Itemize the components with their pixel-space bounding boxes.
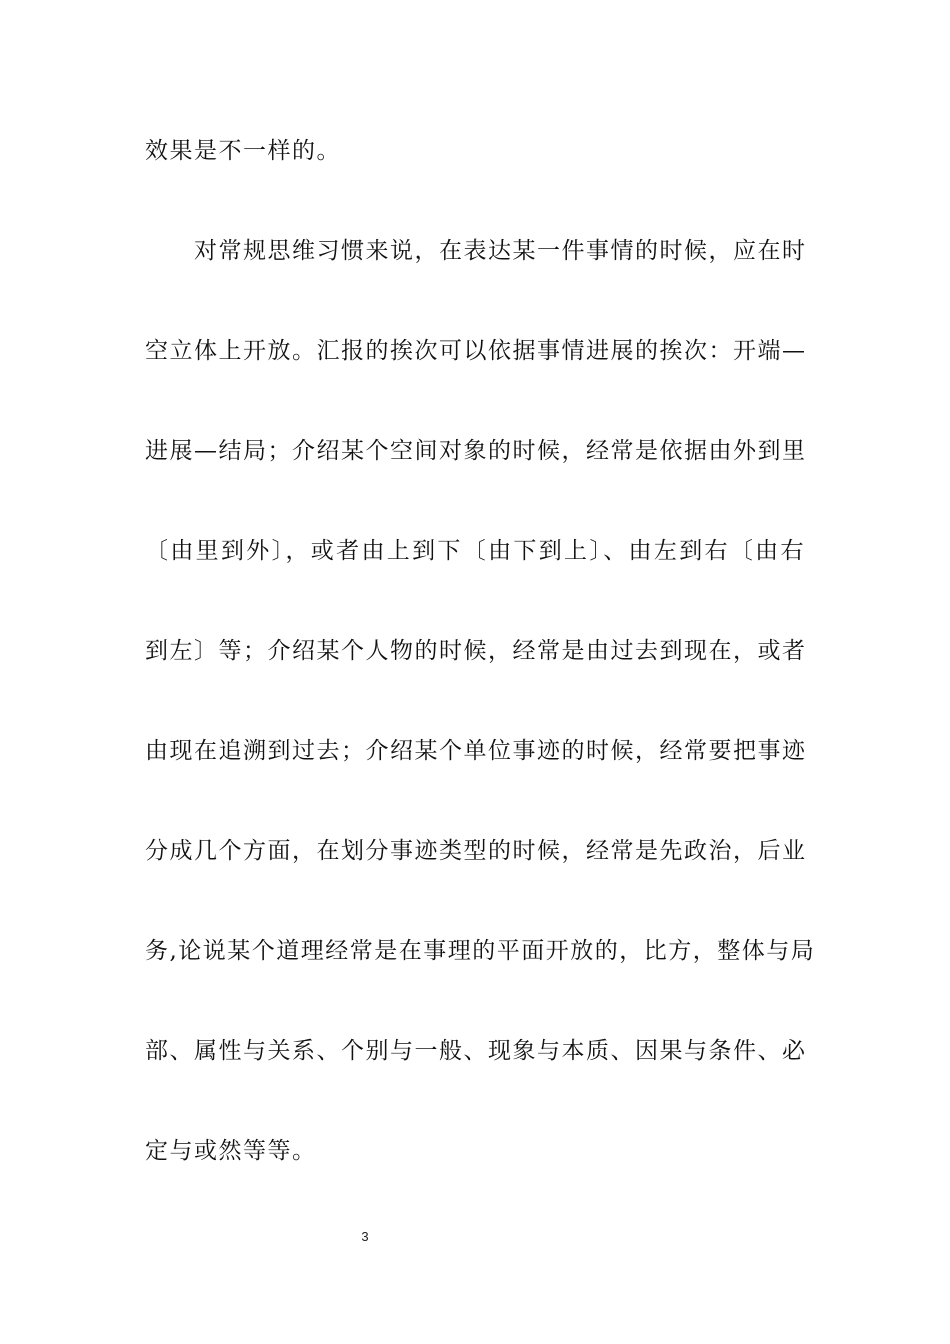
text-line-8: 分成几个方面，在划分事迹类型的时候，经常是先政治，后业 [145, 838, 807, 864]
text-line-6: 到左〕等；介绍某个人物的时候，经常是由过去到现在，或者 [145, 638, 807, 664]
text-line-9: 务,论说某个道理经常是在事理的平面开放的，比方，整体与局 [145, 938, 816, 964]
text-line-3: 空立体上开放。汇报的挨次可以依据事情进展的挨次：开端— [145, 338, 807, 364]
text-line-11: 定与或然等等。 [145, 1138, 317, 1164]
text-line-5: 〔由里到外〕，或者由上到下〔由下到上〕、由左到右〔由右 [145, 538, 805, 564]
text-line-10: 部、属性与关系、个别与一般、现象与本质、因果与条件、必 [145, 1038, 807, 1064]
paragraph-start-line: 对常规思维习惯来说，在表达某一件事情的时候，应在时 [194, 238, 807, 264]
text-line-1: 效果是不一样的。 [145, 138, 341, 164]
text-line-4: 进展—结局；介绍某个空间对象的时候，经常是依据由外到里 [145, 438, 807, 464]
page-number: 3 [361, 1229, 369, 1244]
text-line-7: 由现在追溯到过去；介绍某个单位事迹的时候，经常要把事迹 [145, 738, 807, 764]
